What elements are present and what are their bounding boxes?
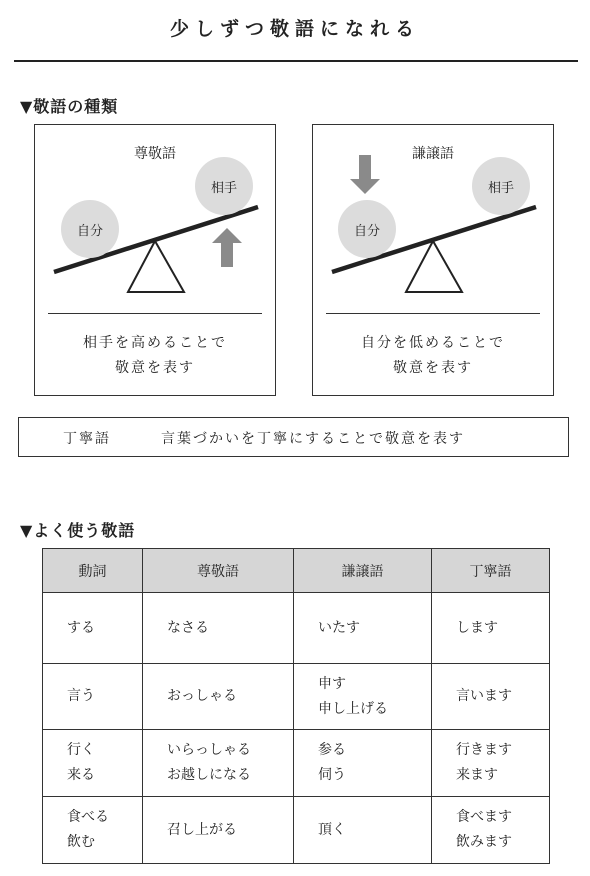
header-sonkeigo: 尊敬語	[143, 549, 294, 593]
cell-verb: 言う	[43, 664, 143, 730]
cell-verb: する	[43, 593, 143, 664]
cell-sonkeigo: おっしゃる	[143, 664, 294, 730]
other-bubble: 相手	[472, 157, 530, 215]
teineigo-term: 丁寧語	[63, 431, 111, 447]
section-heading-types: ▼敬語の種類	[20, 97, 119, 116]
self-bubble: 自分	[338, 200, 396, 258]
fulcrum-triangle	[406, 241, 462, 292]
cell-kenjougo: いたす	[294, 593, 432, 664]
cell-verb: 行く 来る	[43, 730, 143, 797]
section-heading-common: ▼よく使う敬語	[20, 521, 136, 540]
header-teineigo: 丁寧語	[432, 549, 550, 593]
cell-sonkeigo: なさる	[143, 593, 294, 664]
kenjougo-title: 謙譲語	[412, 146, 454, 162]
teineigo-desc: 言葉づかいを丁寧にすることで敬意を表す	[161, 431, 465, 447]
teineigo-panel	[18, 417, 569, 457]
cell-teineigo: 食べます 飲みます	[432, 797, 550, 864]
table-row	[43, 797, 550, 864]
self-bubble: 自分	[61, 200, 119, 258]
cell-teineigo: 言います	[432, 664, 550, 730]
cell-verb: 食べる 飲む	[43, 797, 143, 864]
kenjougo-desc-line2: 敬意を表す	[393, 360, 473, 376]
cell-teineigo: 行きます 来ます	[432, 730, 550, 797]
cell-kenjougo: 頂く	[294, 797, 432, 864]
table-row	[43, 593, 550, 664]
cell-kenjougo: 申す 申し上げる	[294, 664, 432, 730]
up-arrow-icon	[212, 228, 242, 267]
table-row	[43, 664, 550, 730]
title-divider	[14, 60, 578, 62]
kenjougo-panel	[312, 124, 554, 396]
kenjougo-desc-line1: 自分を低めることで	[361, 335, 505, 351]
other-bubble: 相手	[195, 157, 253, 215]
table-row	[43, 730, 550, 797]
panel-divider	[326, 313, 540, 314]
cell-teineigo: します	[432, 593, 550, 664]
header-kenjougo: 謙譲語	[294, 549, 432, 593]
sonkeigo-title: 尊敬語	[134, 146, 176, 162]
cell-sonkeigo: いらっしゃる お越しになる	[143, 730, 294, 797]
page-title: 少しずつ敬語になれる	[169, 18, 420, 40]
sonkeigo-desc-line2: 敬意を表す	[115, 360, 195, 376]
header-verb: 動詞	[43, 549, 143, 593]
sonkeigo-panel	[34, 124, 276, 396]
cell-kenjougo: 参る 伺う	[294, 730, 432, 797]
panel-divider	[48, 313, 262, 314]
keigo-table	[42, 548, 550, 864]
fulcrum-triangle	[128, 241, 184, 292]
table-header-row	[43, 549, 550, 593]
sonkeigo-desc-line1: 相手を高めることで	[83, 335, 227, 351]
cell-sonkeigo: 召し上がる	[143, 797, 294, 864]
